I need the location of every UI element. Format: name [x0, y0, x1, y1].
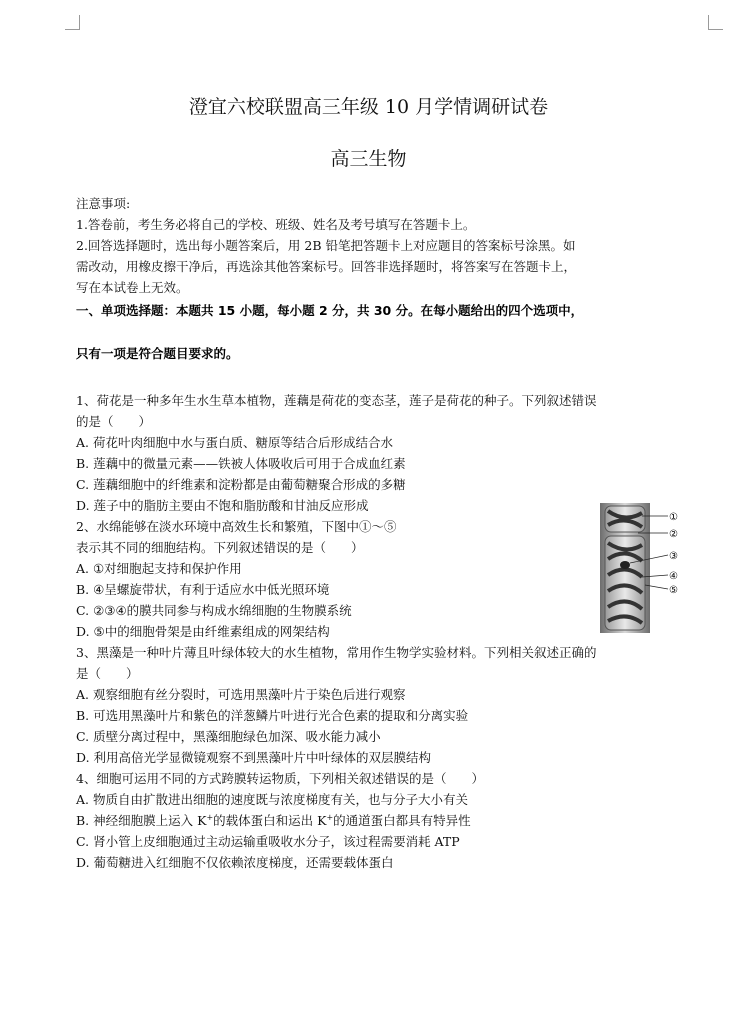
q3-stem-line-1: 3、黑藻是一种叶片薄且叶绿体较大的水生植物，常用作生物学实验材料。下列相关叙述正确的	[76, 645, 597, 660]
notice-item-1: 1.答卷前，考生务必将自己的学校、班级、姓名及考号填写在答题卡上。	[76, 217, 476, 232]
q1-option-c: C. 莲藕细胞中的纤维素和淀粉都是由葡萄糖聚合形成的多糖	[76, 477, 406, 492]
q4-option-b: B. 神经细胞膜上运入 K+的载体蛋白和运出 K+的通道蛋白都具有特异性	[76, 812, 471, 828]
label-2: ②	[669, 529, 678, 540]
q4-option-c: C. 肾小管上皮细胞通过主动运输重吸收水分子，该过程需要消耗 ATP	[76, 834, 460, 849]
q4-option-a: A. 物质自由扩散进出细胞的速度既与浓度梯度有关，也与分子大小有关	[76, 792, 468, 807]
q1-option-d: D. 莲子中的脂肪主要由不饱和脂肪酸和甘油反应形成	[76, 498, 369, 513]
notice-heading: 注意事项:	[76, 196, 131, 211]
q2-option-a: A. ①对细胞起支持和保护作用	[76, 561, 242, 576]
q2-stem-line-2: 表示其不同的细胞结构。下列叙述错误的是（ ）	[76, 540, 364, 555]
notice-item-2-line-2: 需改动，用橡皮擦干净后，再选涂其他答案标号。回答非选择题时，将答案写在答题卡上，	[76, 259, 577, 274]
q1-stem-line-1: 1、荷花是一种多年生水生草本植物，莲藕是荷花的变态茎，莲子是荷花的种子。下列叙述错误	[76, 393, 597, 408]
section-heading-line-1: 一、单项选择题：本题共 15 小题，每小题 2 分，共 30 分。在每小题给出的四个选项中，	[76, 303, 584, 318]
exam-subtitle: 高三生物	[330, 148, 407, 170]
q4-option-d: D. 葡萄糖进入红细胞不仅依赖浓度梯度，还需要载体蛋白	[76, 855, 394, 870]
label-4: ④	[669, 571, 678, 582]
q1-option-a: A. 荷花叶肉细胞中水与蛋白质、糖原等结合后形成结合水	[76, 435, 393, 450]
q3-option-d: D. 利用高倍光学显微镜观察不到黑藻叶片中叶绿体的双层膜结构	[76, 750, 432, 765]
section-heading-line-2: 只有一项是符合题目要求的。	[76, 346, 239, 361]
q3-option-c: C. 质壁分离过程中，黑藻细胞绿色加深、吸水能力减小	[76, 729, 381, 744]
label-5: ⑤	[669, 585, 678, 596]
q2-stem-line-1: 2、水绵能够在淡水环境中高效生长和繁殖，下图中①～⑤	[76, 519, 397, 534]
crop-mark-top-left	[65, 15, 80, 30]
exam-title: 澄宜六校联盟高三年级 10 月学情调研试卷	[188, 96, 549, 118]
label-1: ①	[669, 512, 678, 523]
q2-option-b: B. ④呈螺旋带状，有利于适应水中低光照环境	[76, 582, 330, 597]
label-3: ③	[669, 551, 678, 562]
q1-stem-line-2: 的是（ ）	[76, 414, 152, 429]
q4-stem: 4、细胞可运用不同的方式跨膜转运物质，下列相关叙述错误的是（ ）	[76, 771, 484, 786]
q3-option-a: A. 观察细胞有丝分裂时，可选用黑藻叶片于染色后进行观察	[76, 687, 406, 702]
q2-option-d: D. ⑤中的细胞骨架是由纤维素组成的网架结构	[76, 624, 330, 639]
q2-option-c: C. ②③④的膜共同参与构成水绵细胞的生物膜系统	[76, 603, 352, 618]
q3-option-b: B. 可选用黑藻叶片和紫色的洋葱鳞片叶进行光合色素的提取和分离实验	[76, 708, 469, 723]
q1-option-b: B. 莲藕中的微量元素——铁被人体吸收后可用于合成血红素	[76, 456, 406, 471]
crop-mark-top-right	[708, 15, 723, 30]
q3-stem-line-2: 是（ ）	[76, 666, 139, 681]
notice-item-2-line-1: 2.回答选择题时，选出每小题答案后，用 2B 铅笔把答题卡上对应题目的答案标号涂黑。如	[76, 238, 576, 253]
notice-item-2-line-3: 写在本试卷上无效。	[76, 280, 189, 295]
nucleus	[620, 561, 630, 569]
spirogyra-cell-diagram	[598, 503, 688, 633]
